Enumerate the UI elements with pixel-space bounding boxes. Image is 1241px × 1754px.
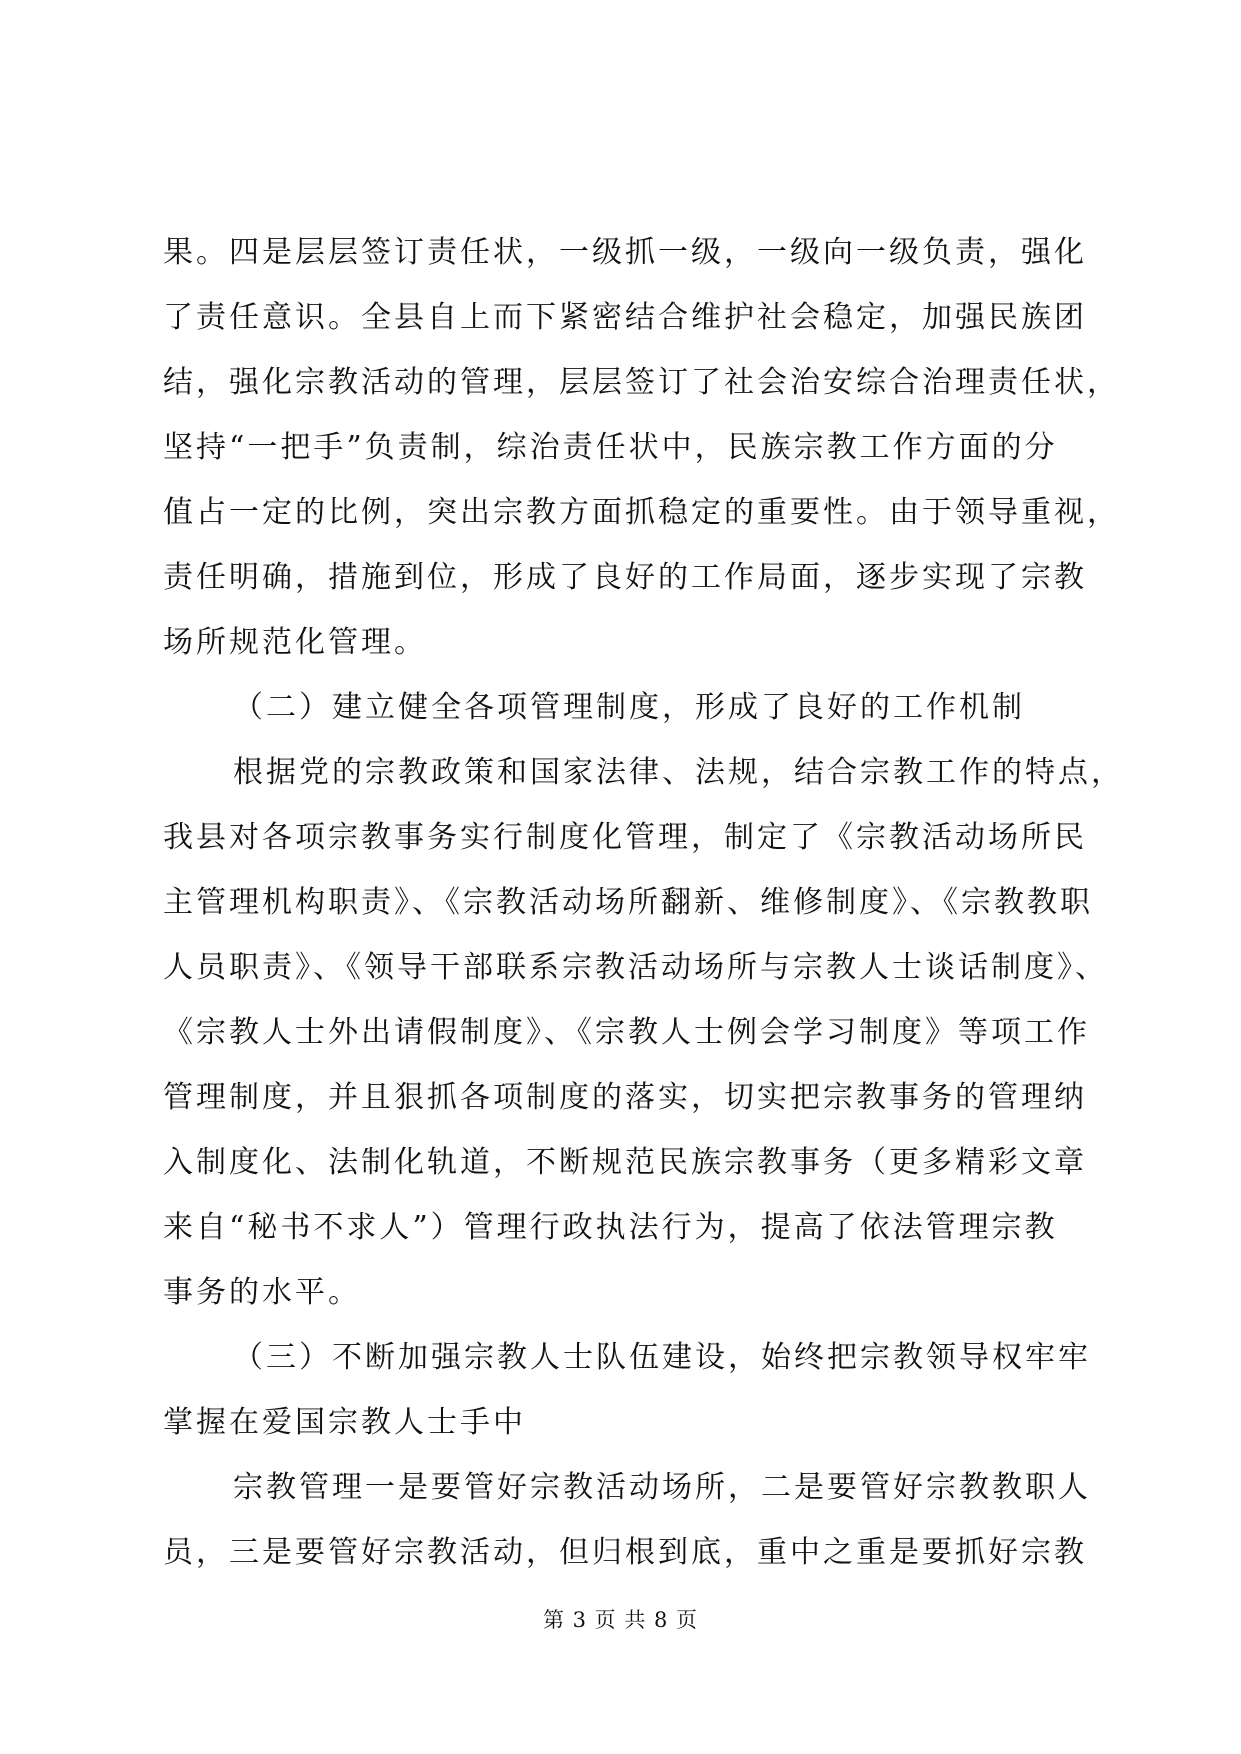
text-line-3: 结，强化宗教活动的管理，层层签订了社会治安综合治理责任状，: [163, 365, 1120, 400]
section-heading-3: （三）不断加强宗教人士队伍建设，始终把宗教领导权牢牢: [233, 1340, 1091, 1375]
text-line-2: 了责任意识。全县自上而下紧密结合维护社会稳定，加强民族团: [163, 300, 1087, 335]
text-line-13: 《宗教人士外出请假制度》、《宗教人士例会学习制度》等项工作: [163, 1015, 1090, 1050]
text-line-20: 宗教管理一是要管好宗教活动场所，二是要管好宗教教职人: [233, 1470, 1091, 1505]
text-line-4: 坚持“一把手”负责制，综治责任状中，民族宗教工作方面的分: [163, 430, 1058, 465]
text-line-7: 场所规范化管理。: [163, 625, 427, 660]
text-line-6: 责任明确，措施到位，形成了良好的工作局面，逐步实现了宗教: [163, 560, 1087, 595]
text-line-9: 根据党的宗教政策和国家法律、法规，结合宗教工作的特点，: [233, 755, 1124, 790]
text-line-17: 事务的水平。: [163, 1275, 361, 1310]
text-line-16: 来自“秘书不求人”）管理行政执法行为，提高了依法管理宗教: [163, 1210, 1058, 1245]
page-number: 第 3 页 共 8 页: [542, 1608, 699, 1632]
section-heading-2: （二）建立健全各项管理制度，形成了良好的工作机制: [233, 690, 1025, 725]
text-line-10: 我县对各项宗教事务实行制度化管理，制定了《宗教活动场所民: [163, 820, 1087, 855]
text-line-14: 管理制度，并且狠抓各项制度的落实，切实把宗教事务的管理纳: [163, 1080, 1087, 1115]
text-line-19: 掌握在爱国宗教人士手中: [163, 1405, 526, 1440]
text-line-21: 员，三是要管好宗教活动，但归根到底，重中之重是要抓好宗教: [163, 1535, 1087, 1570]
text-line-15: 入制度化、法制化轨道，不断规范民族宗教事务（更多精彩文章: [163, 1145, 1087, 1180]
text-line-1: 果。四是层层签订责任状，一级抓一级，一级向一级负责，强化: [163, 235, 1087, 270]
text-line-11: 主管理机构职责》、《宗教活动场所翻新、维修制度》、《宗教教职: [163, 885, 1093, 920]
text-line-12: 人员职责》、《领导干部联系宗教活动场所与宗教人士谈话制度》、: [163, 950, 1108, 985]
text-line-5: 值占一定的比例，突出宗教方面抓稳定的重要性。由于领导重视，: [163, 495, 1120, 530]
